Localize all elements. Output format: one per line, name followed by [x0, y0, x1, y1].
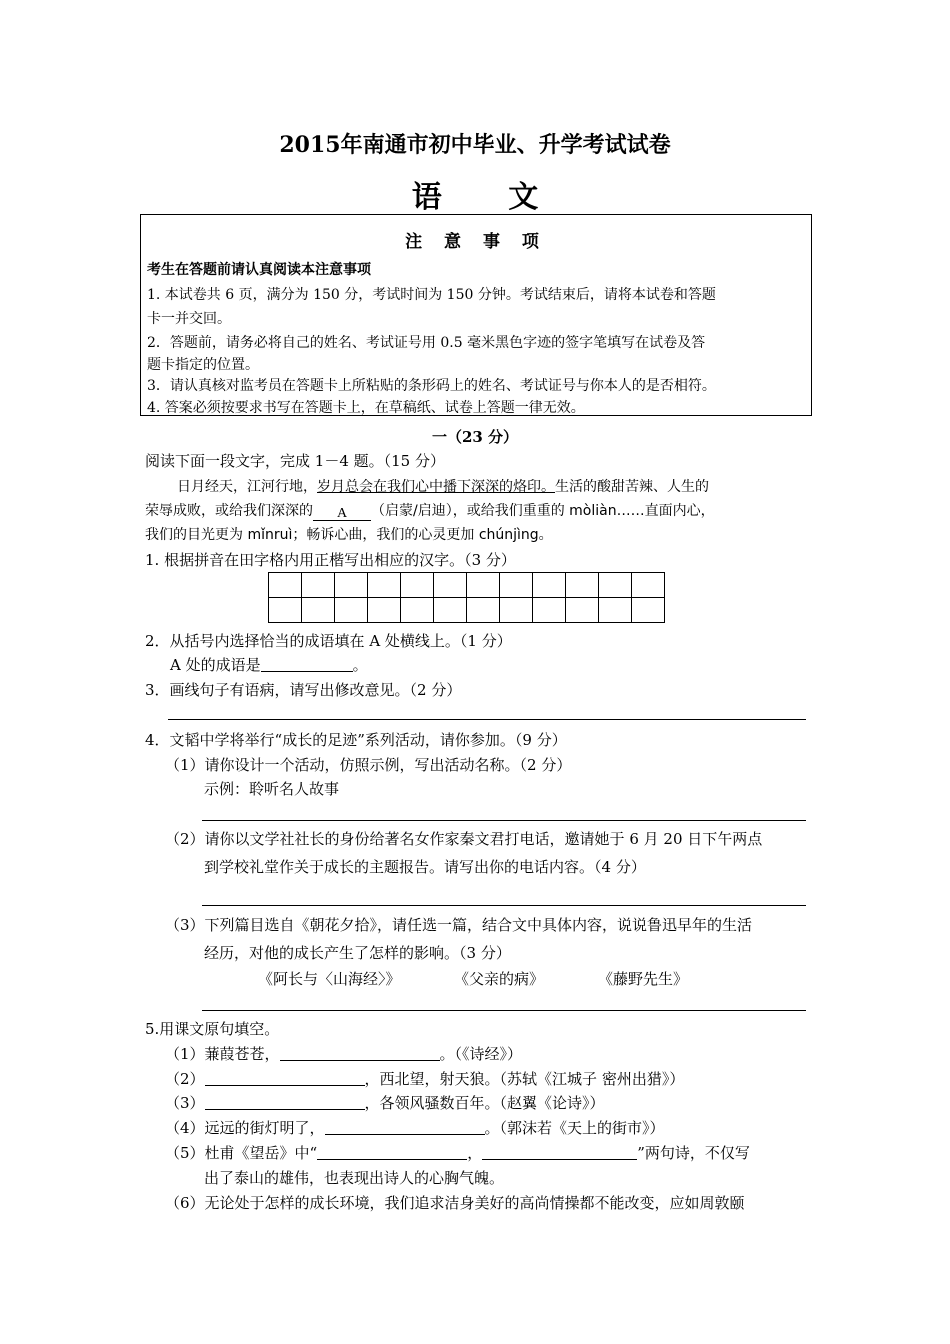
question-2: 2．从括号内选择恰当的成语填在 A 处横线上。（1 分） [145, 632, 512, 650]
character-grid [268, 572, 665, 623]
grid-cell[interactable] [302, 573, 335, 598]
fill-text: ，西北望，射天狼。（苏轼《江城子 密州出猎》） [364, 1070, 685, 1088]
fill-text: 。（《诗经》） [439, 1045, 523, 1063]
grid-cell[interactable] [599, 573, 632, 598]
grid-cell[interactable] [434, 598, 467, 623]
grid-cell[interactable] [434, 573, 467, 598]
fill-blank[interactable] [482, 1144, 637, 1160]
fill-text: （5）杜甫《望岳》中“ [165, 1144, 318, 1162]
grid-cell[interactable] [368, 598, 401, 623]
fill-item-3 [165, 1092, 605, 1113]
notice-heading: 注 意 事 项 [405, 232, 547, 252]
fill-blank[interactable] [325, 1119, 485, 1135]
fill-blank[interactable] [205, 1094, 365, 1110]
fill-blank[interactable] [205, 1070, 365, 1086]
essay-title-1: 《阿长与〈山海经〉》 [258, 970, 401, 988]
passage-text: （启蒙/启迪），或给我们重重的 mòliàn……直面内心， [371, 503, 715, 519]
passage-text: 日月经天，江河行地， [177, 479, 317, 495]
grid-cell[interactable] [500, 598, 533, 623]
subject-title: 语 文 [411, 180, 567, 215]
notice-item: 卡一并交回。 [147, 311, 231, 327]
grid-cell[interactable] [401, 573, 434, 598]
notice-box [140, 214, 812, 416]
essay-title-3: 《藤野先生》 [598, 970, 689, 988]
question-4-3-line2: 经历，对他的成长产生了怎样的影响。（3 分） [204, 944, 511, 962]
essay-title-2: 《父亲的病》 [454, 970, 545, 988]
grid-cell[interactable] [302, 598, 335, 623]
question-4: 4．文韬中学将举行“成长的足迹”系列活动，请你参加。（9 分） [145, 731, 567, 749]
notice-item: 2．答题前，请务必将自己的姓名、考试证号用 0.5 毫米黑色字迹的签字笔填写在试卷及答 [147, 335, 706, 351]
fill-item-6: （6）无论处于怎样的成长环境，我们追求洁身美好的高尚情操都不能改变，应如周敦颐 [165, 1194, 745, 1212]
question-4-2-line2: 到学校礼堂作关于成长的主题报告。请写出你的电话内容。（4 分） [204, 858, 646, 876]
notice-item: 3．请认真核对监考员在答题卡上所粘贴的条形码上的姓名、考试证号与你本人的是否相符。 [147, 378, 716, 394]
reading-intro: 阅读下面一段文字，完成 1－4 题。（15 分） [145, 452, 445, 470]
grid-cell[interactable] [467, 598, 500, 623]
grid-cell[interactable] [269, 598, 302, 623]
fill-text: ”两句诗，不仅写 [637, 1144, 750, 1162]
question-5: 5.用课文原句填空。 [145, 1020, 280, 1038]
answer-line[interactable] [202, 820, 806, 821]
answer-line[interactable] [168, 719, 806, 720]
answer-line[interactable] [202, 1010, 806, 1011]
question-4-2-line1: （2）请你以文学社社长的身份给著名女作家秦文君打电话，邀请她于 6 月 20 日下午两点 [165, 830, 763, 848]
fill-item-5-line2: 出了泰山的雄伟，也表现出诗人的心胸气魄。 [204, 1169, 505, 1187]
fill-text: （4）远远的街灯明了， [165, 1119, 325, 1137]
grid-cell[interactable] [335, 598, 368, 623]
answer-label: A 处的成语是 [170, 656, 261, 674]
fill-text: （1）蒹葭苍苍， [165, 1045, 280, 1063]
grid-cell[interactable] [566, 573, 599, 598]
grid-cell[interactable] [368, 573, 401, 598]
fill-blank[interactable] [280, 1045, 440, 1061]
fill-text: （3） [165, 1094, 205, 1112]
question-3: 3．画线句子有语病，请写出修改意见。（2 分） [145, 681, 462, 699]
grid-cell[interactable] [335, 573, 368, 598]
notice-subheading: 考生在答题前请认真阅读本注意事项 [147, 262, 371, 278]
grid-cell[interactable] [401, 598, 434, 623]
fill-blank[interactable] [317, 1144, 467, 1160]
fill-text: 。（郭沫若《天上的街市》） [484, 1119, 665, 1137]
answer-blank[interactable] [261, 656, 353, 672]
grid-cell[interactable] [533, 598, 566, 623]
question-4-1-example: 示例：聆听名人故事 [204, 780, 340, 798]
grid-cell[interactable] [500, 573, 533, 598]
exam-title: 2015年南通市初中毕业、升学考试试卷 [279, 132, 671, 158]
section-heading: 一（23 分） [431, 428, 519, 446]
blank-a: A [313, 506, 371, 521]
grid-cell[interactable] [533, 573, 566, 598]
answer-end: 。 [352, 656, 368, 674]
passage-line-2 [145, 500, 715, 521]
notice-item: 题卡指定的位置。 [147, 357, 259, 373]
grid-cell[interactable] [632, 573, 665, 598]
grid-cell[interactable] [599, 598, 632, 623]
passage-line-3: 我们的目光更为 mǐnruì；畅诉心曲，我们的心灵更加 chúnjìng。 [145, 527, 553, 543]
passage-text: 生活的酸甜苦辣、人生的 [555, 479, 709, 495]
question-4-3-line1: （3）下列篇目选自《朝花夕拾》，请任选一篇，结合文中具体内容，说说鲁迅早年的生活 [165, 916, 753, 934]
grid-cell[interactable] [566, 598, 599, 623]
fill-text: （2） [165, 1070, 205, 1088]
question-4-1: （1）请你设计一个活动，仿照示例，写出活动名称。（2 分） [165, 756, 572, 774]
grid-cell[interactable] [632, 598, 665, 623]
question-2-answer [170, 654, 368, 675]
passage-line-1 [177, 476, 709, 496]
grid-cell[interactable] [269, 573, 302, 598]
fill-item-4 [165, 1117, 665, 1138]
fill-text: ，各领风骚数百年。（赵翼《论诗》） [364, 1094, 605, 1112]
answer-line[interactable] [202, 905, 806, 906]
notice-item: 1. 本试卷共 6 页，满分为 150 分，考试时间为 150 分钟。考试结束后，请将本试卷和答题 [147, 287, 716, 303]
question-1: 1. 根据拼音在田字格内用正楷写出相应的汉字。（3 分） [145, 551, 516, 569]
underlined-sentence: 岁月总会在我们心中播下深深的烙印。 [317, 479, 555, 495]
fill-item-5 [165, 1142, 750, 1163]
passage-text: 荣辱成败，或给我们深深的 [145, 503, 313, 519]
fill-text: ， [467, 1144, 483, 1162]
grid-cell[interactable] [467, 573, 500, 598]
notice-item: 4. 答案必须按要求书写在答题卡上，在草稿纸、试卷上答题一律无效。 [147, 400, 585, 416]
fill-item-2 [165, 1068, 684, 1089]
fill-item-1 [165, 1043, 522, 1064]
